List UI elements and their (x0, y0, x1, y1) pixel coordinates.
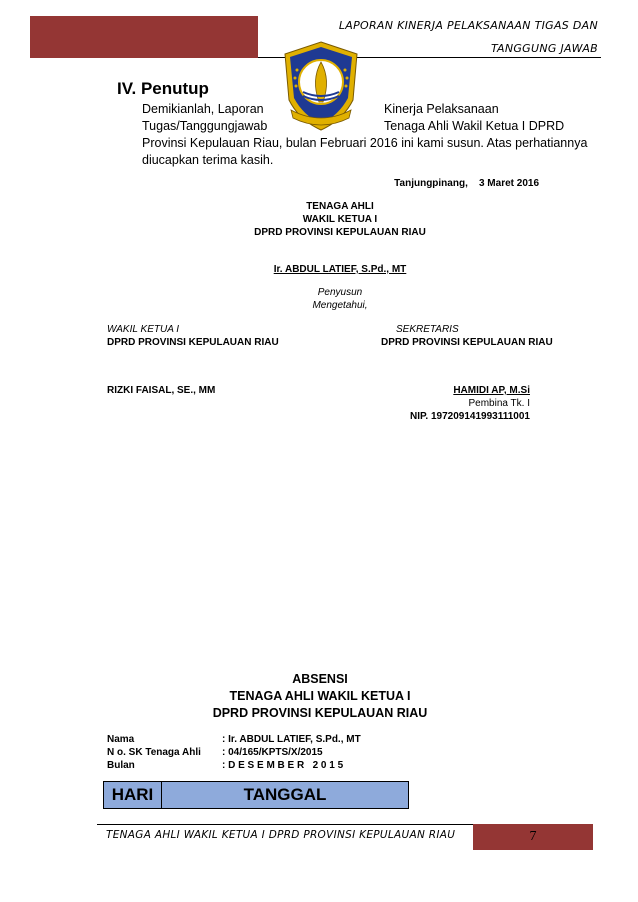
column-header-hari: HARI (104, 782, 162, 808)
footer-rule (97, 824, 473, 825)
header-title-line1: LAPORAN KINERJA PELAKSANAAN TIGAS DAN (338, 19, 598, 32)
page-number: 7 (529, 829, 537, 844)
signer-name: Ir. ABDUL LATIEF, S.Pd., MT (273, 264, 407, 275)
right-signer-title: SEKRETARIS (396, 324, 459, 335)
paragraph-line2-right: Tenaga Ahli Wakil Ketua I DPRD (384, 119, 565, 133)
field-label-bulan: Bulan (107, 760, 135, 771)
mengetahui-label: Mengetahui, (312, 300, 368, 311)
penyusun-label: Penyusun (317, 287, 363, 298)
paragraph-line1-right: Kinerja Pelaksanaan (384, 102, 499, 116)
left-signer-title: WAKIL KETUA I (107, 324, 180, 335)
left-signer-org: DPRD PROVINSI KEPULAUAN RIAU (107, 337, 279, 348)
absensi-subtitle2: DPRD PROVINSI KEPULAUAN RIAU (212, 706, 428, 720)
right-signer-org: DPRD PROVINSI KEPULAUAN RIAU (381, 337, 553, 348)
signer-role-line1: TENAGA AHLI (306, 201, 374, 212)
paragraph-line3: Provinsi Kepulauan Riau, bulan Februari 2016 ini kami susun. Atas perhatiannya (142, 136, 588, 150)
left-signer-name: RIZKI FAISAL, SE., MM (107, 385, 216, 396)
column-header-tanggal: TANGGAL (243, 785, 327, 804)
section-title: IV. Penutup (117, 79, 209, 98)
attendance-table-header (103, 781, 409, 809)
place-date: Tanjungpinang, 3 Maret 2016 (394, 178, 539, 189)
field-value-nama: : Ir. ABDUL LATIEF, S.Pd., MT (222, 734, 361, 745)
field-label-sk: N o. SK Tenaga Ahli (107, 747, 201, 758)
absensi-subtitle1: TENAGA AHLI WAKIL KETUA I (229, 689, 411, 703)
signer-role-line3: DPRD PROVINSI KEPULAUAN RIAU (254, 227, 426, 238)
provincial-emblem-icon (281, 40, 361, 132)
signer-role-line2: WAKIL KETUA I (302, 214, 378, 225)
absensi-title: ABSENSI (292, 672, 348, 686)
right-signer-nip: NIP. 197209141993111001 (410, 411, 530, 422)
field-value-sk: : 04/165/KPTS/X/2015 (222, 747, 323, 758)
field-label-nama: Nama (107, 734, 135, 745)
header-accent-bar (30, 16, 258, 58)
paragraph-line4: diucapkan terima kasih. (142, 153, 274, 167)
footer-page-box (473, 824, 593, 850)
right-signer-name: HAMIDI AP, M.Si (453, 385, 530, 396)
paragraph-line2-left: Tugas/Tanggungjawab (142, 119, 268, 133)
paragraph-line1-left: Demikianlah, Laporan (142, 102, 264, 116)
right-signer-rank: Pembina Tk. I (468, 398, 530, 409)
header-title-line2: TANGGUNG JAWAB (491, 42, 598, 55)
field-value-bulan: : D E S E M B E R 2 0 1 5 (222, 760, 344, 771)
footer-text: TENAGA AHLI WAKIL KETUA I DPRD PROVINSI KEPULAUAN RIAU (106, 829, 456, 841)
